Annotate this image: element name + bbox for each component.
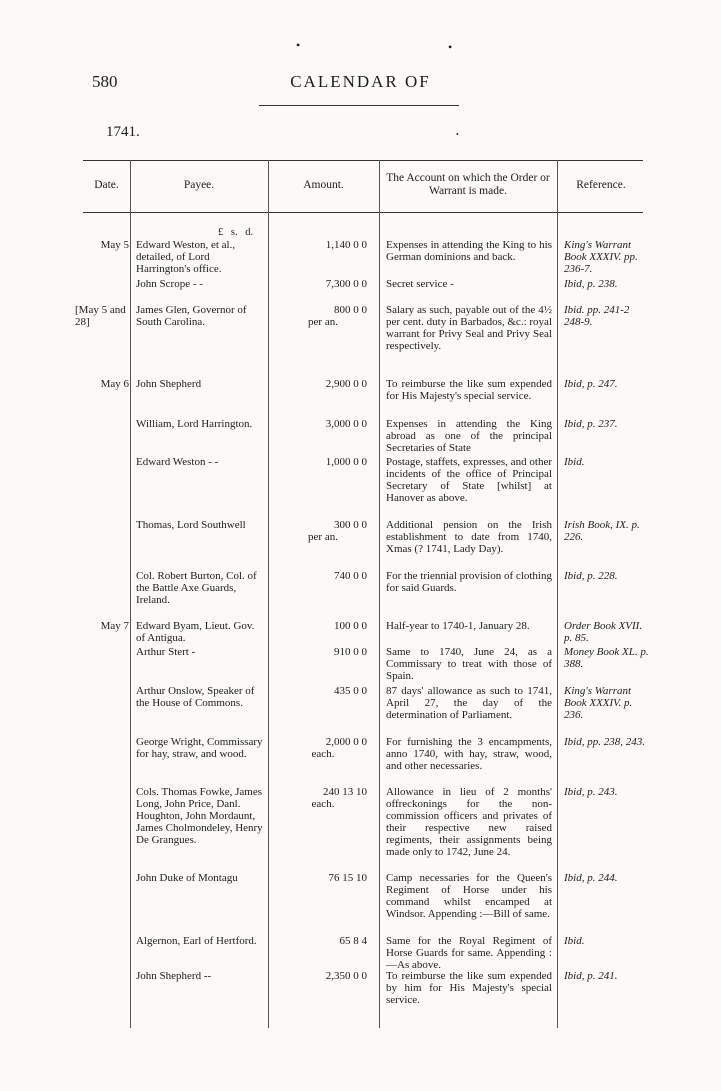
entry-reference: Order Book XVII. p. 85. [564,620,643,644]
entry-account: To reimburse the like sum expended by him for His Majesty's special service. [386,970,552,1006]
entry-payee: Edward Weston, et al., detailed, of Lord Harrington's office. [136,239,236,275]
entry-amount: 435 0 0 [334,685,367,697]
entry-amount: 910 0 0 [334,646,367,658]
entry-reference: King's Warrant Book XXXIV. p. 236. [564,685,633,721]
entry-reference: Ibid, p. 241. [564,970,618,982]
entry-payee: Col. Robert Burton, Col. of the Battle Axe Guards, Ireland. [136,570,257,606]
entry-account: Salary as such, payable out of the 4½ per cent. duty in Barbados, &c.: royal warrant for Privy Seal and Privy Seal respectively. [386,304,552,352]
entry-payee: Arthur Onslow, Speaker of the House of Commons. [136,685,255,709]
entry-date: May 7 [100,620,129,632]
entry-amount: 2,900 0 0 [325,378,367,390]
entry-reference: Ibid, p. 243. [564,786,618,798]
entry-amount: 800 0 0 per an. [308,304,367,328]
entry-payee: Edward Byam, Lieut. Gov. of Antigua. [136,620,255,644]
entry-payee: Algernon, Earl of Hertford. [136,935,257,947]
entry-reference: Ibid, pp. 238, 243. [564,736,645,748]
column-header-amount: Amount. [303,179,344,191]
entry-amount: 100 0 0 [334,620,367,632]
entry-payee: James Glen, Governor of South Carolina. [136,304,247,328]
entry-amount: 76 15 10 [328,872,367,884]
column-header-account: The Account on which the Order or Warrant is made. [386,172,550,197]
entry-account: Expenses in attending the King to his German dominions and back. [386,239,552,263]
entry-account: Same for the Royal Regiment of Horse Guards for same. Appending :—As above. [386,935,552,971]
entry-payee: Edward Weston - - [136,456,219,468]
entry-payee: William, Lord Harrington. [136,418,253,430]
entry-payee: John Shepherd [136,378,202,390]
entry-reference: Ibid. [564,935,585,947]
year-heading: 1741. [106,124,140,140]
entry-amount: 7,300 0 0 [325,278,367,290]
entry-payee: Cols. Thomas Fowke, James Long, John Price, Danl. Houghton, John Mordaunt, James Cholmondeley, Henry De Grangues. [136,786,263,846]
entry-amount: 240 13 10 each. [311,786,367,810]
entry-rows [75,0,683,1091]
entry-reference: Ibid, p. 247. [564,378,618,390]
entry-amount: 3,000 0 0 [325,418,367,430]
entry-account: For furnishing the 3 encampments, anno 1740, with hay, straw, wood, and other necessaries. [386,736,552,772]
entry-account: Camp necessaries for the Queen's Regiment of Horse under his command whilst encamped at Windsor. Appending :—Bill of same. [386,872,552,920]
entry-account: 87 days' allowance as such to 1741, April 27, the day of the determination of Parliament. [386,685,552,721]
entry-amount: 2,000 0 0 each. [311,736,367,760]
entry-amount: 65 8 4 [339,935,367,947]
entry-date: [May 5 and 28] [75,304,126,328]
entry-account: Half-year to 1740-1, January 28. [386,620,530,632]
entry-reference: Ibid, p. 237. [564,418,618,430]
page-title: CALENDAR OF [290,72,431,91]
entry-account: To reimburse the like sum expended for His Majesty's special service. [386,378,552,402]
entry-account: Secret service - [386,278,454,290]
entry-reference: Money Book XL. p. 388. [564,646,649,670]
column-header-date: Date. [94,179,119,191]
entry-reference: Ibid. pp. 241-2 248-9. [564,304,630,328]
entry-payee: John Shepherd -- [136,970,212,982]
entry-date: May 6 [100,378,129,390]
entry-reference: King's Warrant Book XXXIV. pp. 236-7. [564,239,638,275]
page-number: 580 [92,72,118,91]
entry-account: For the triennial provision of clothing for said Guards. [386,570,552,594]
entry-reference: Ibid, p. 244. [564,872,618,884]
entry-payee: Arthur Stert - [136,646,196,658]
entry-payee: Thomas, Lord Southwell [136,519,246,531]
entry-account: Additional pension on the Irish establishment to date from 1740, Xmas (? 1741, Lady Day). [386,519,552,555]
entry-amount: 1,000 0 0 [325,456,367,468]
entry-account: Allowance in lieu of 2 months' offreckonings for the non-commission officers and privates of their respective new raised regiments, their assignments being made only to 1742, June 24. [386,786,552,858]
entry-payee: George Wright, Commissary for hay, straw, and wood. [136,736,263,760]
entry-account: Postage, staffets, expresses, and other incidents of the office of Principal Secretary of State [whilst] at Hanover as above. [386,456,552,504]
entry-amount: 1,140 0 0 [325,239,367,251]
entry-reference: Ibid. [564,456,585,468]
entry-reference: Ibid, p. 228. [564,570,618,582]
column-header-payee: Payee. [183,179,215,191]
entry-amount: 740 0 0 [334,570,367,582]
entry-payee: John Scrope - - [136,278,203,290]
entry-account: Expenses in attending the King abroad as one of the principal Secretaries of State [386,418,552,454]
entry-reference: Irish Book, IX. p. 226. [564,519,640,543]
column-header-reference: Reference. [576,179,626,191]
entry-account: Same to 1740, June 24, as a Commissary to treat with those of Spain. [386,646,552,682]
entry-payee: John Duke of Montagu [136,872,238,884]
entry-date: May 5 [100,239,129,251]
lsd-header: £ s. d. [218,227,254,238]
entry-reference: Ibid, p. 238. [564,278,618,290]
entry-amount: 2,350 0 0 [325,970,367,982]
entry-amount: 300 0 0 per an. [308,519,367,543]
